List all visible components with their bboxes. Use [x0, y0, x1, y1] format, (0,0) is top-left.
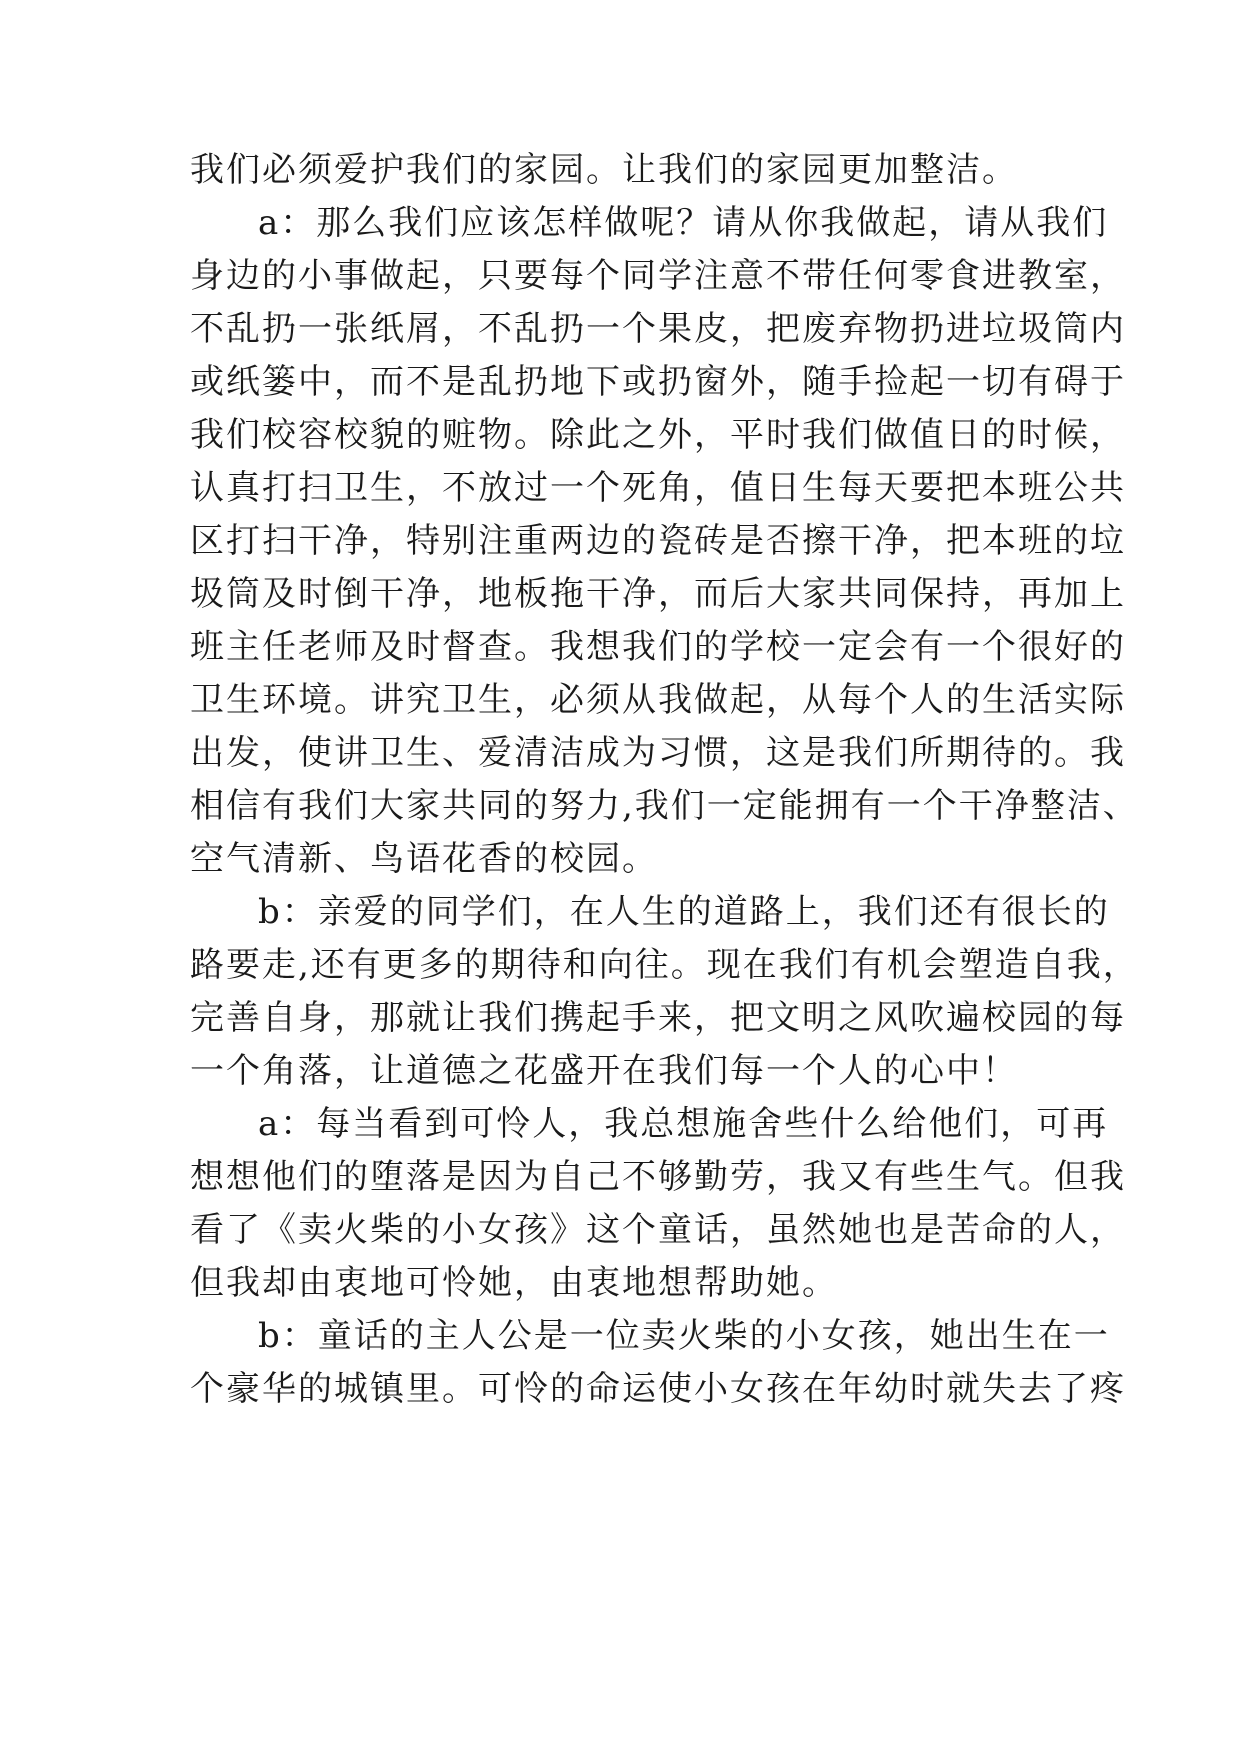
- paragraph-first-line: b：亲爱的同学们，在人生的道路上，我们还有很长的: [258, 892, 1110, 932]
- text-line: 身边的小事做起，只要每个同学注意不带任何零食进教室，: [190, 256, 1126, 296]
- text-line: 卫生环境。讲究卫生，必须从我做起，从每个人的生活实际: [190, 680, 1126, 720]
- text-line: 我们校容校貌的赃物。除此之外，平时我们做值日的时候，: [190, 415, 1126, 455]
- text-line: 或纸篓中，而不是乱扔地下或扔窗外，随手捡起一切有碍于: [190, 362, 1126, 402]
- text-line: 认真打扫卫生，不放过一个死角，值日生每天要把本班公共: [190, 468, 1126, 508]
- text-line: 我们必须爱护我们的家园。让我们的家园更加整洁。: [190, 150, 1018, 190]
- text-line: 一个角落，让道德之花盛开在我们每一个人的心中！: [190, 1051, 1018, 1091]
- paragraph-first-line: b：童话的主人公是一位卖火柴的小女孩，她出生在一: [258, 1316, 1110, 1356]
- text-line: 想想他们的堕落是因为自己不够勤劳，我又有些生气。但我: [190, 1157, 1126, 1197]
- text-line: 完善自身，那就让我们携起手来，把文明之风吹遍校园的每: [190, 998, 1126, 1038]
- text-line: 区打扫干净，特别注重两边的瓷砖是否擦干净，把本班的垃: [190, 521, 1126, 561]
- text-line: 班主任老师及时督查。我想我们的学校一定会有一个很好的: [190, 627, 1126, 667]
- paragraph-first-line: a：每当看到可怜人，我总想施舍些什么给他们，可再: [258, 1104, 1109, 1144]
- text-line: 空气清新、鸟语花香的校园。: [190, 839, 658, 879]
- text-line: 不乱扔一张纸屑，不乱扔一个果皮，把废弃物扔进垃圾筒内: [190, 309, 1126, 349]
- text-line: 路要走,还有更多的期待和向往。现在我们有机会塑造自我，: [190, 945, 1139, 985]
- text-line: 相信有我们大家共同的努力,我们一定能拥有一个干净整洁、: [190, 786, 1139, 826]
- text-line: 但我却由衷地可怜她，由衷地想帮助她。: [190, 1263, 838, 1303]
- text-line: 看了《卖火柴的小女孩》这个童话，虽然她也是苦命的人，: [190, 1210, 1126, 1250]
- paragraph-first-line: a：那么我们应该怎样做呢？请从你我做起，请从我们: [258, 203, 1109, 243]
- text-line: 个豪华的城镇里。可怜的命运使小女孩在年幼时就失去了疼: [190, 1369, 1126, 1409]
- text-line: 出发，使讲卫生、爱清洁成为习惯，这是我们所期待的。我: [190, 733, 1126, 773]
- text-line: 圾筒及时倒干净，地板拖干净，而后大家共同保持，再加上: [190, 574, 1126, 614]
